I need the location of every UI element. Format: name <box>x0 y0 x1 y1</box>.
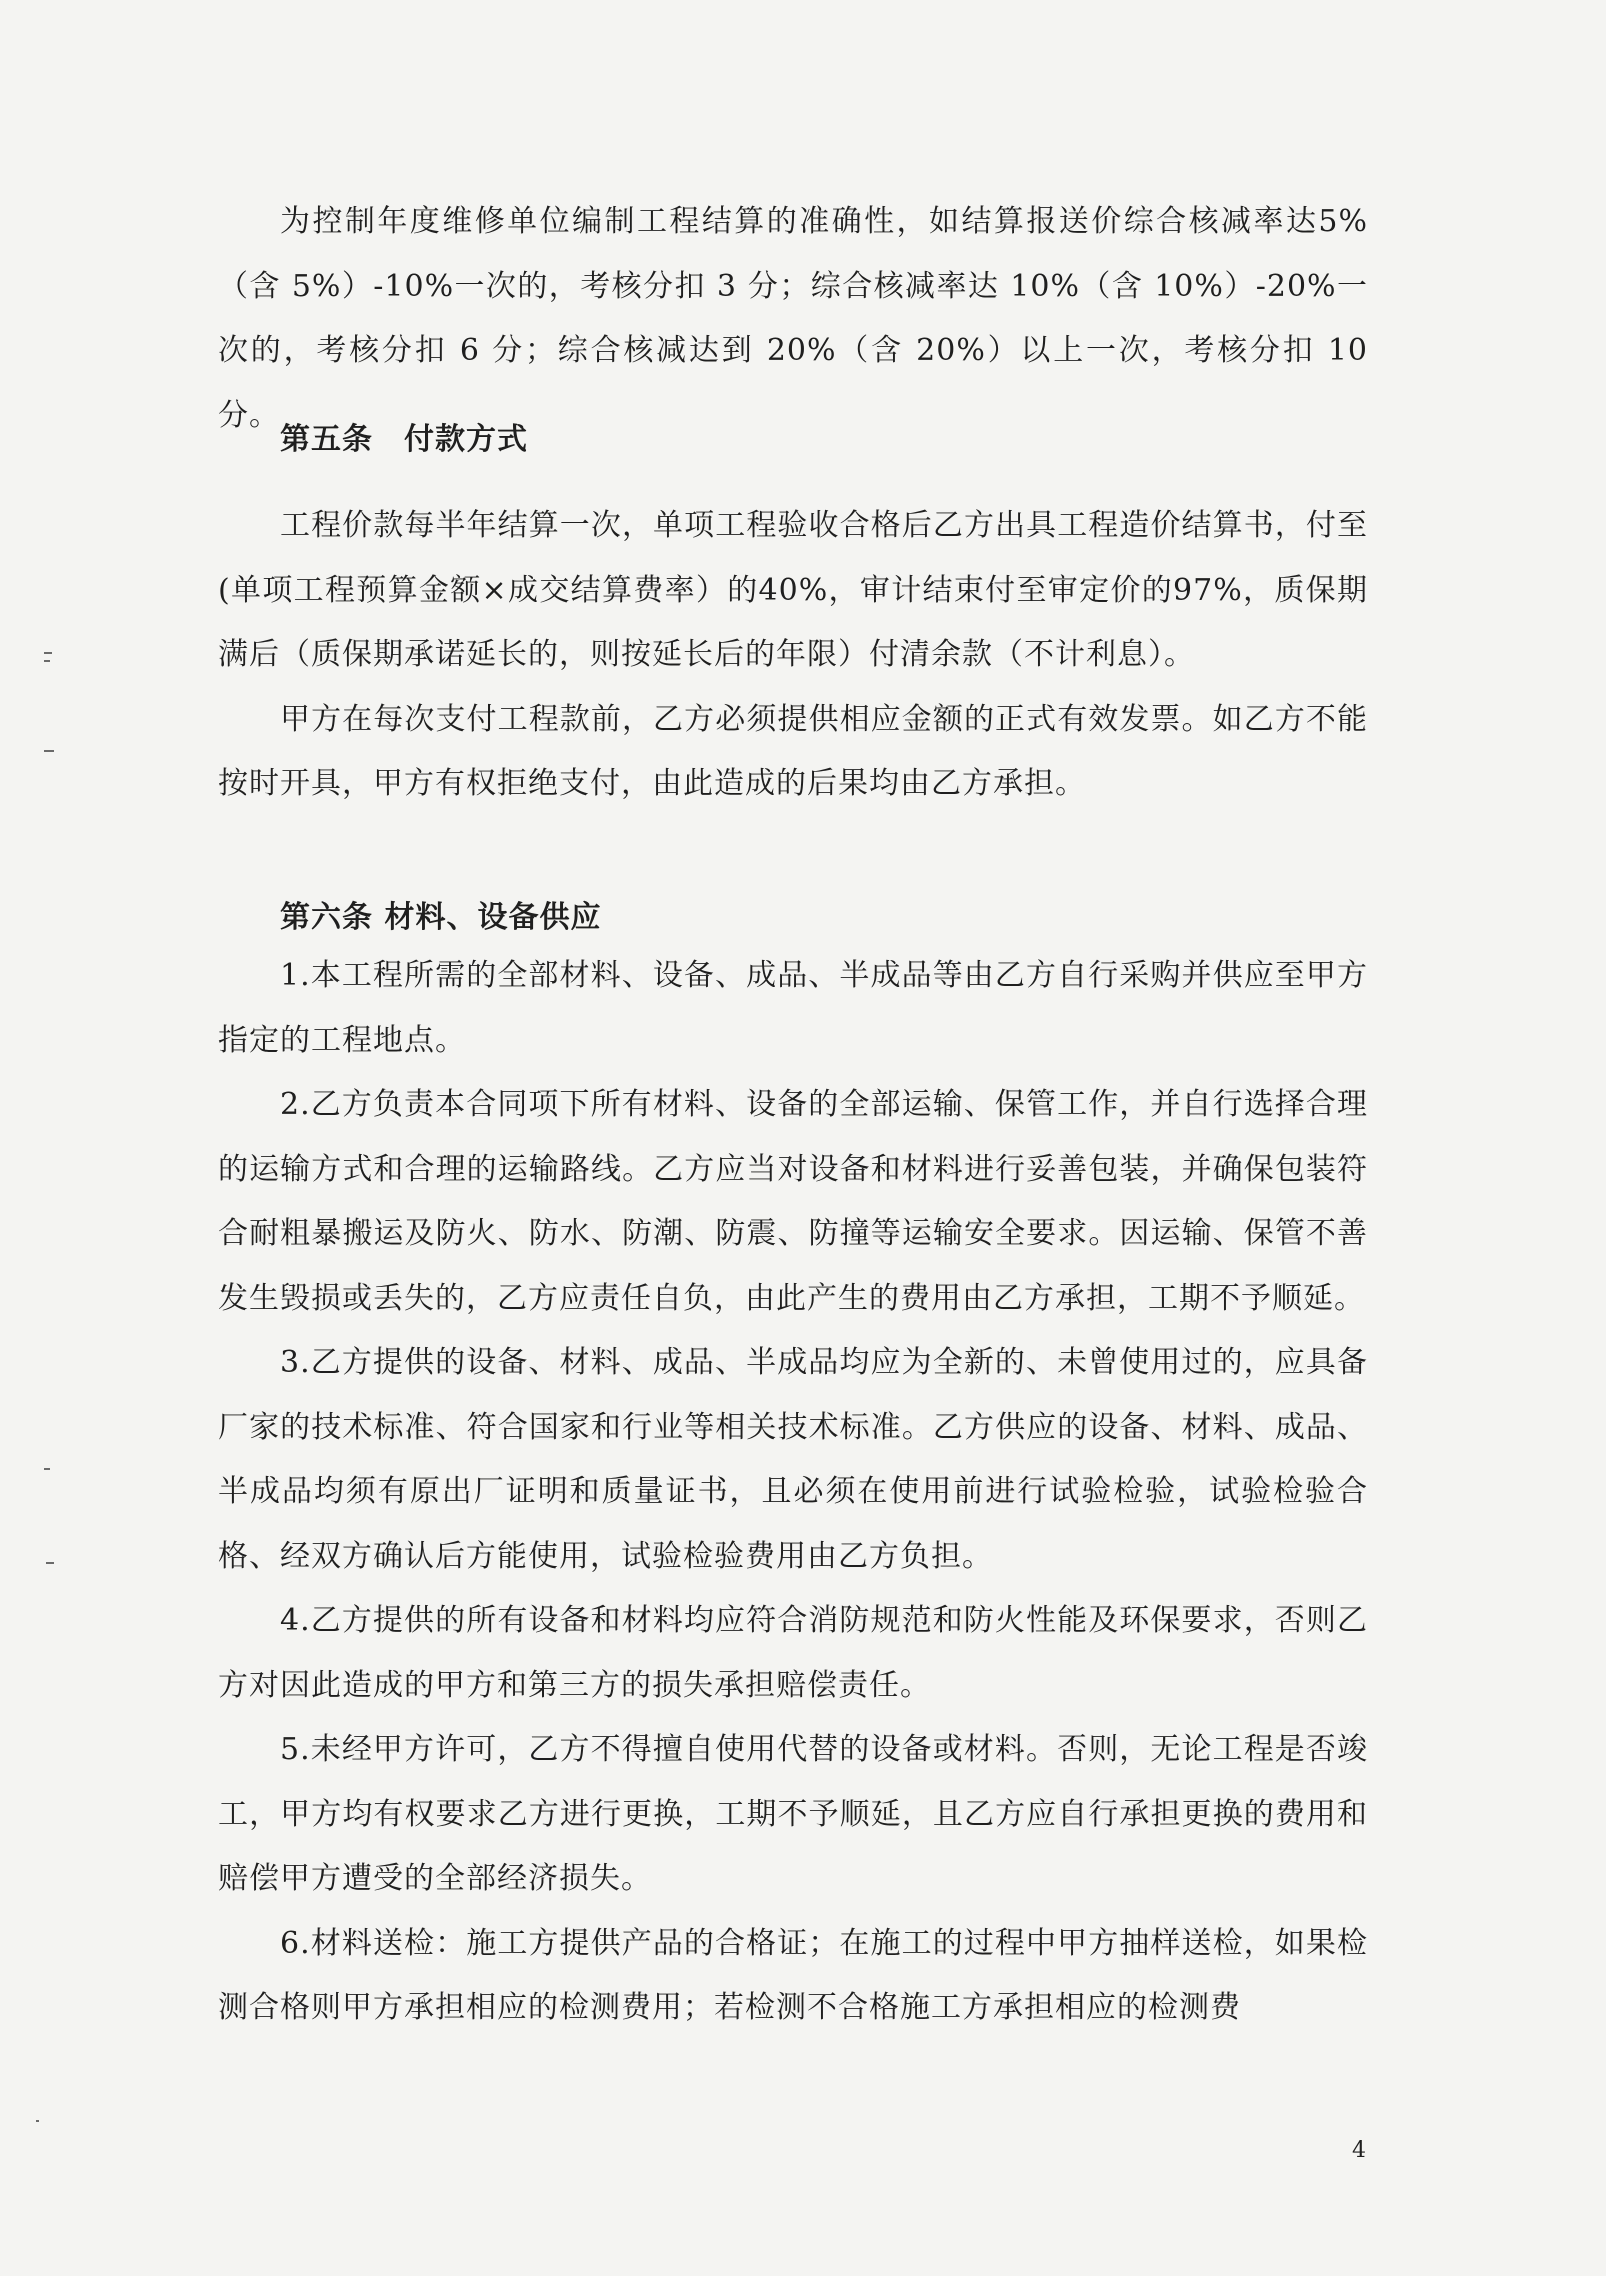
scan-speck <box>46 1562 54 1564</box>
scan-speck <box>44 1468 50 1470</box>
article6-paragraph-5: 5.未经甲方许可，乙方不得擅自使用代替的设备或材料。否则，无论工程是否竣工，甲方均有权要求乙方进行更换，工期不予顺延，且乙方应自行承担更换的费用和赔偿甲方遭受的全部经济损失。 <box>218 1732 1368 1896</box>
intro-paragraph: 为控制年度维修单位编制工程结算的准确性，如结算报送价综合核减率达5%（含 5%）-10%一次的，考核分扣 3 分；综合核减率达 10%（含 10%）-20%一次的，考核分扣 6 分；综合核减达到 20%（含 20%）以上一次，考核分扣 10 分。 <box>218 204 1368 433</box>
article6-heading: 第六条 材料、设备供应 <box>280 900 602 935</box>
article6-body <box>218 944 1368 2041</box>
article6-paragraph-4: 4.乙方提供的所有设备和材料均应符合消防规范和防火性能及环保要求，否则乙方对因此造成的甲方和第三方的损失承担赔偿责任。 <box>218 1603 1368 1703</box>
page-number: 4 <box>1352 2138 1366 2163</box>
scan-speck <box>44 660 50 662</box>
article5-paragraph-2: 甲方在每次支付工程款前，乙方必须提供相应金额的正式有效发票。如乙方不能按时开具，甲方有权拒绝支付，由此造成的后果均由乙方承担。 <box>218 701 1368 801</box>
article5-heading: 第五条 付款方式 <box>280 422 528 457</box>
article6-paragraph-3: 3.乙方提供的设备、材料、成品、半成品均应为全新的、未曾使用过的，应具备厂家的技术标准、符合国家和行业等相关技术标准。乙方供应的设备、材料、成品、半成品均须有原出厂证明和质量证书，且必须在使用前进行试验检验，试验检验合格、经双方确认后方能使用，试验检验费用由乙方负担。 <box>218 1345 1368 1574</box>
article5-body <box>218 494 1368 817</box>
intro-section <box>218 190 1368 448</box>
article5-paragraph-1: 工程价款每半年结算一次，单项工程验收合格后乙方出具工程造价结算书，付至(单项工程预算金额×成交结算费率）的40%，审计结束付至审定价的97%，质保期满后（质保期承诺延长的，则按延长后的年限）付清余款（不计利息）。 <box>218 508 1368 672</box>
article6-paragraph-2: 2.乙方负责本合同项下所有材料、设备的全部运输、保管工作，并自行选择合理的运输方式和合理的运输路线。乙方应当对设备和材料进行妥善包装，并确保包装符合耐粗暴搬运及防火、防水、防潮、防震、防撞等运输安全要求。因运输、保管不善发生毁损或丢失的，乙方应责任自负，由此产生的费用由乙方承担，工期不予顺延。 <box>218 1087 1368 1316</box>
article6-paragraph-1: 1.本工程所需的全部材料、设备、成品、半成品等由乙方自行采购并供应至甲方指定的工程地点。 <box>218 958 1368 1058</box>
article6-paragraph-6: 6.材料送检：施工方提供产品的合格证；在施工的过程中甲方抽样送检，如果检测合格则甲方承担相应的检测费用；若检测不合格施工方承担相应的检测费 <box>218 1925 1368 2025</box>
scan-speck <box>44 750 54 752</box>
scan-speck <box>44 652 52 654</box>
scan-speck <box>36 2120 39 2122</box>
